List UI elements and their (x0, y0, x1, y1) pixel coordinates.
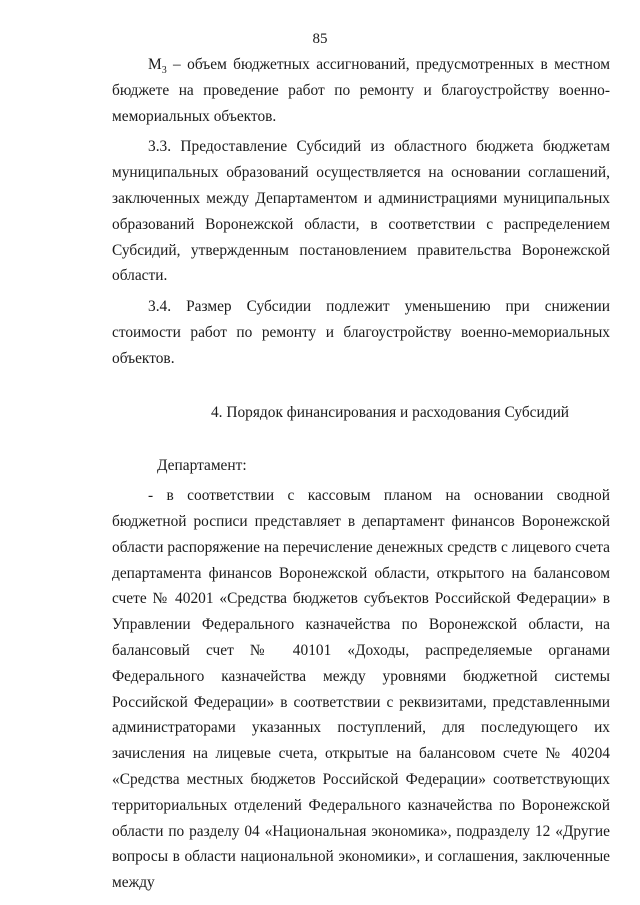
page-number: 85 (312, 31, 328, 47)
m3-subscript: 3 (161, 65, 167, 77)
m3-definition-text: – объем бюджетных ассигнований, предусмотренных в местном бюджете на проведение работ по ремонту и благоустройству военно-мемориальных объектов. (112, 56, 610, 125)
department-label: Департамент: (157, 457, 247, 475)
paragraph-3-4: 3.4. Размер Субсидии подлежит уменьшению при снижении стоимости работ по ремонту и благоустройству военно-мемориальных объектов. (112, 298, 610, 367)
paragraph-3-3: 3.3. Предоставление Субсидий из областного бюджета бюджетам муниципальных образований осуществляется на основании соглашений, заключенных между Департаментом и администрациями муниципальных образований Воронежской области, в соответствии с распределением Субсидий, утвержденным постановлением правительства Воронежской области. (112, 138, 610, 285)
paragraph-m3-definition (112, 52, 610, 129)
page-content (112, 52, 610, 896)
m3-symbol: М (148, 56, 162, 73)
section-heading: 4. Порядок финансирования и расходования Субсидий (210, 403, 570, 421)
paragraph-department-duties: - в соответствии с кассовым планом на основании сводной бюджетной росписи представляет в департамент финансов Воронежской области распоряжение на перечисление денежных средств с лицевого счета департамента финансов Воронежской области, открытого на балансовом счете № 40201 «Средства бюджетов субъектов Российской Федерации» в Управлении Федерального казначейства по Воронежской области, на балансовый счет № 40101 «Доходы, распределяемые органами Федерального казначейства между уровнями бюджетной системы Российской Федерации» в соответствии с реквизитами, представленными администраторами указанных поступлений, для последующего их зачисления на лицевые счета, открытые на балансовом счете № 40204 «Средства местных бюджетов Российской Федерации» соответствующих территориальных отделений Федерального казначейства по Воронежской области по разделу 04 «Национальная экономика», подразделу 12 «Другие вопросы в области национальной экономики», и соглашения, заключенные между (112, 487, 610, 892)
